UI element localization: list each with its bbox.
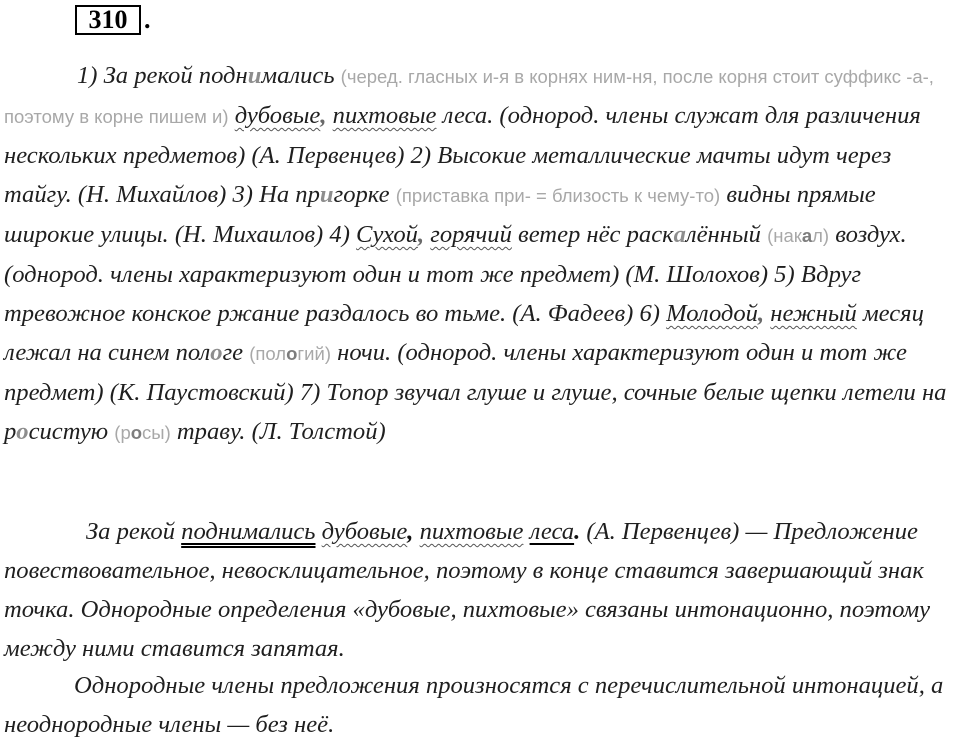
text-run: траву. (Л. Толстой) xyxy=(170,418,386,445)
exercise-sentences xyxy=(4,56,958,452)
text-run: ге xyxy=(222,339,250,366)
note-part: гий) xyxy=(297,343,331,364)
highlighted-letter: и xyxy=(247,62,262,89)
text-run: месяц лежал на синем пол xyxy=(4,300,924,366)
note-part: (р xyxy=(114,422,131,443)
subject-underline: леса xyxy=(529,518,575,545)
text-run: ветер нёс раск xyxy=(511,221,674,248)
spelling-note xyxy=(249,343,331,364)
bold-dot: . xyxy=(574,518,581,545)
text-run: видны прямые широкие улицы. (Н. Михаилов) 4) xyxy=(4,181,876,248)
text-run: Однородные члены предложения произносятся с перечислительной интонацией, а неоднородные члены — без неё. xyxy=(4,672,944,738)
underlined-word: дубовые xyxy=(321,518,408,545)
underlined-word: нежный xyxy=(770,300,857,327)
underlined-word: Сухой xyxy=(356,221,418,248)
text-run: ночи. (однород. члены характеризуют один и тот же предмет) (К. Паустовский) 7) Топор звучал глуше и глуше, сочные белые щепки летели на р xyxy=(4,339,947,445)
text-run: (А. Первенцев) — Предложение повествовательное, невосклицательное, поэтому в конце ставится завершающий знак точка. Однородные определения «дубовые, пихтовые» связаны интонационно, поэтому между ними ставится запятая. xyxy=(4,518,931,662)
note-part: (нак xyxy=(767,225,802,246)
highlighted-comma: , xyxy=(417,221,425,248)
note-part: сы) xyxy=(142,422,171,443)
highlighted-letter: а xyxy=(801,225,813,246)
highlighted-letter: о xyxy=(130,422,143,443)
spelling-note: (черед. гласных и-я в корнях ним-ня, после корня стоит суффикс -а-, поэтому в корне пишем и) xyxy=(4,66,934,127)
underlined-word: пихтовые xyxy=(332,102,437,129)
spelling-note xyxy=(767,225,829,246)
underlined-word: дубовые xyxy=(234,102,321,129)
exercise-number: 310 xyxy=(88,5,128,34)
exercise-number-box xyxy=(75,5,141,35)
bold-comma: , xyxy=(407,518,414,545)
rule-paragraph xyxy=(4,666,958,744)
text-run: горке xyxy=(333,181,396,208)
spelling-note xyxy=(114,422,170,443)
highlighted-comma: , xyxy=(757,300,765,327)
exercise-number-dot: . xyxy=(144,5,151,34)
underlined-word: горячий xyxy=(430,221,512,248)
spelling-note: (приставка при- = близость к чему-то) xyxy=(395,185,721,206)
note-part: (пол xyxy=(249,343,287,364)
highlighted-letter: а xyxy=(673,221,686,248)
text-run: систую xyxy=(28,418,115,445)
text-run: 1) За рекой подн xyxy=(77,62,248,89)
sentence-analysis xyxy=(4,512,958,668)
underlined-word: пихтовые xyxy=(419,518,524,545)
highlighted-letter: о xyxy=(286,343,298,364)
note-part: л) xyxy=(812,225,830,246)
highlighted-letter: о xyxy=(16,418,29,445)
highlighted-letter: о xyxy=(210,339,223,366)
text-run: воздух. (однород. члены характеризуют один и тот же предмет) (М. Шолохов) 5) Вдруг тревожное конское ржание раздалось во тьме. (А. Фадеев) 6) xyxy=(4,221,907,327)
highlighted-comma: , xyxy=(320,102,327,129)
predicate-underline: поднимались xyxy=(181,518,316,545)
text-run: мались xyxy=(261,62,341,89)
underlined-word: Молодой xyxy=(666,300,758,327)
text-run: лённый xyxy=(685,221,768,248)
highlighted-letter: и xyxy=(319,181,334,208)
text-run: За рекой xyxy=(86,518,182,545)
text-run: леса. (однород. члены служат для различения нескольких предметов) (А. Первенцев) 2) Высокие металлические мачты идут через тайгу. (Н. Михайлов) 3) На пр xyxy=(4,102,921,208)
